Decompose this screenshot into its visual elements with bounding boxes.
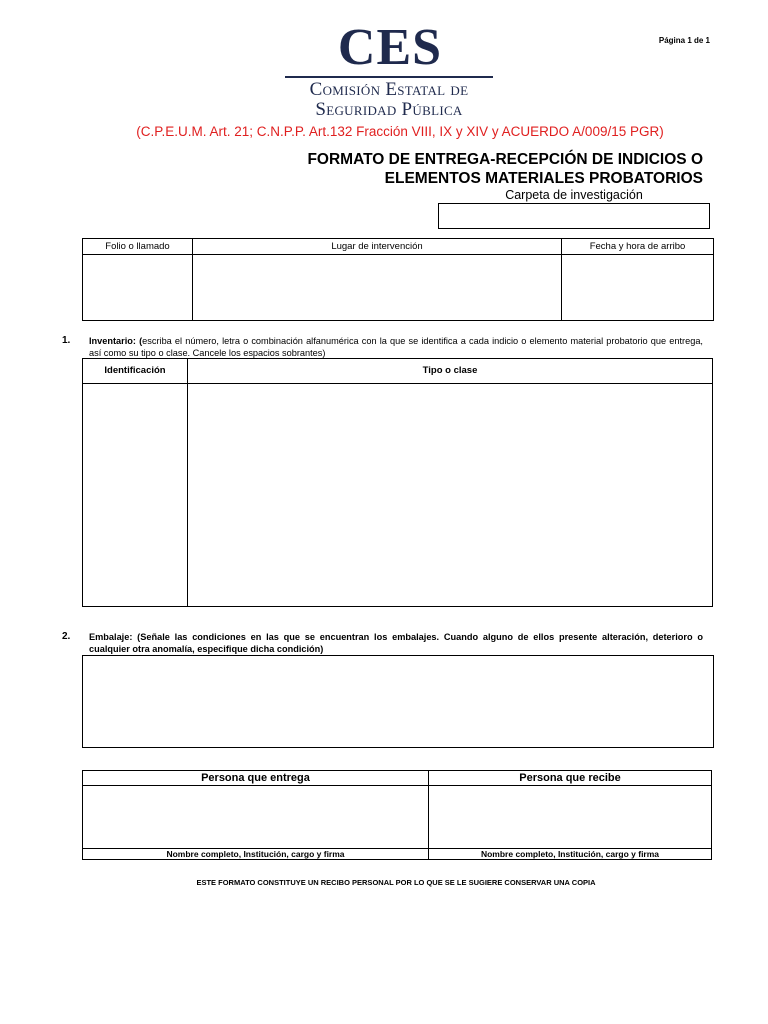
title-line-1: FORMATO DE ENTREGA-RECEPCIÓN DE INDICIOS O [307, 151, 703, 168]
entrega-footer: Nombre completo, Institución, cargo y firma [166, 849, 345, 859]
lugar-field[interactable] [193, 255, 561, 320]
section-2-number: 2. [62, 631, 71, 642]
section-2-text: Embalaje: (Señale las condiciones en las que se encuentran los embalajes. Cuando alguno de ellos presente alteración, deterioro o cualquier otra anomalía, especifique dicha condición) [89, 632, 703, 654]
section-1-text [89, 336, 703, 359]
title-line-2: ELEMENTOS MATERIALES PROBATORIOS [384, 170, 703, 187]
intervention-table [82, 238, 714, 321]
document-title [180, 150, 703, 188]
entrega-header: Persona que entrega [201, 772, 310, 784]
inventory-table [82, 358, 713, 607]
section-1-lead: Inventario: ( [89, 336, 143, 346]
fecha-field[interactable] [562, 255, 713, 320]
folio-field[interactable] [83, 255, 192, 320]
logo-ces: CES [337, 19, 443, 76]
section-1-instructions: escriba el número, letra o combinación alfanumérica con la que se identifica a cada indicio o elemento material probatorio que entrega, así como su tipo o clase. Cancele los espacios sobrantes) [89, 336, 703, 358]
legal-reference: (C.P.E.U.M. Art. 21; C.N.P.P. Art.132 Fracción VIII, IX y XIV y ACUERDO A/009/15 PGR) [136, 124, 664, 139]
col-identificacion-header: Identificación [104, 365, 166, 376]
logo-line-2: Seguridad Pública [315, 99, 463, 120]
recibe-header: Persona que recibe [519, 772, 621, 784]
tipo-field[interactable] [188, 384, 712, 606]
identificacion-field[interactable] [83, 384, 187, 606]
section-1-number: 1. [62, 335, 71, 346]
carpeta-label: Carpeta de investigación [505, 188, 643, 202]
entrega-signature-field[interactable] [83, 786, 428, 848]
col-fecha-header: Fecha y hora de arribo [589, 241, 686, 252]
col-tipo-header: Tipo o clase [422, 365, 478, 376]
page-number: Página 1 de 1 [658, 36, 710, 45]
recibe-signature-field[interactable] [429, 786, 711, 848]
carpeta-field[interactable] [438, 203, 710, 229]
logo-divider [285, 76, 493, 78]
logo-line-1: Comisión Estatal de [309, 79, 469, 100]
col-lugar-header: Lugar de intervención [331, 241, 423, 252]
footer-note: ESTE FORMATO CONSTITUYE UN RECIBO PERSONAL POR LO QUE SE LE SUGIERE CONSERVAR UNA COPIA [196, 878, 596, 887]
embalaje-field[interactable] [82, 655, 714, 748]
signature-table [82, 770, 712, 860]
recibe-footer: Nombre completo, Institución, cargo y firma [480, 849, 660, 859]
col-folio-header: Folio o llamado [105, 241, 170, 252]
